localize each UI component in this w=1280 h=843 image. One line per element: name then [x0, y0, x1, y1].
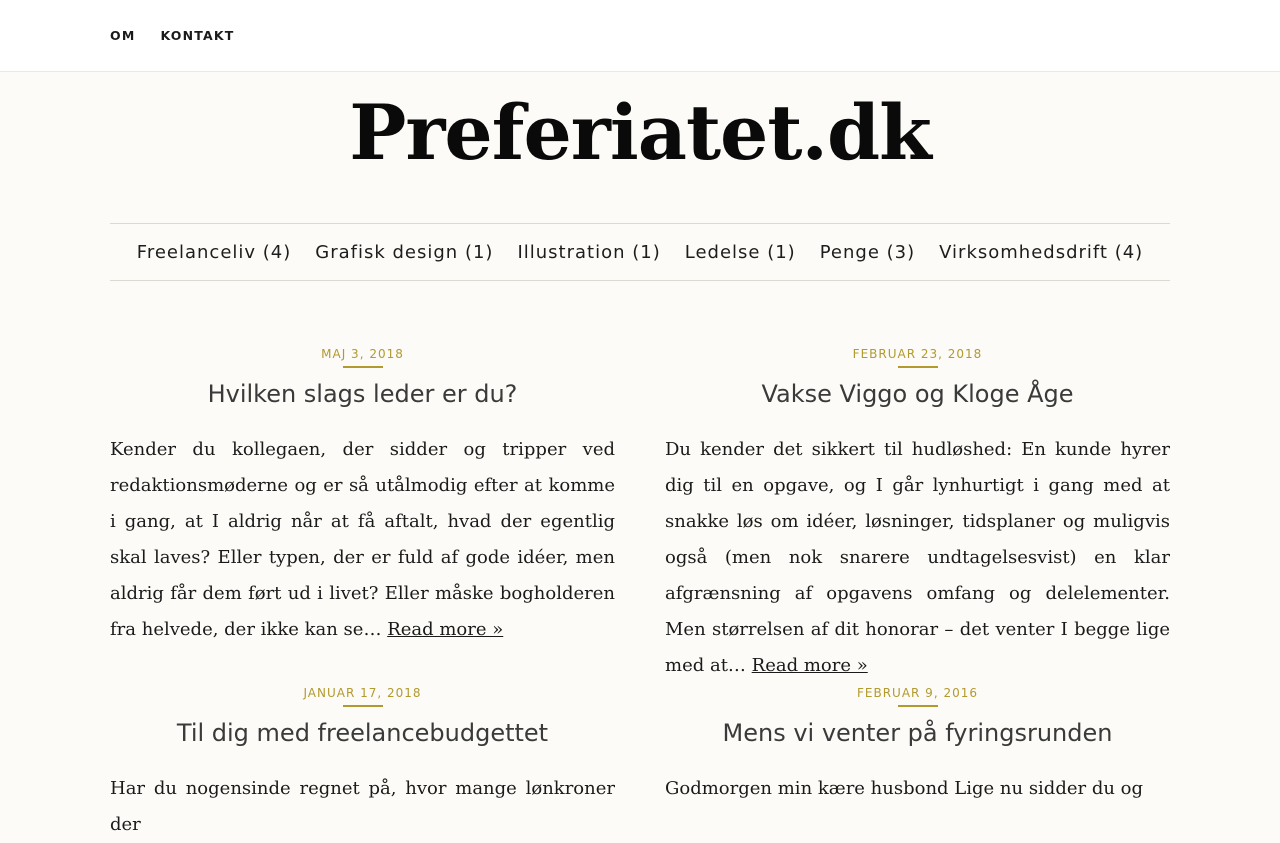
category-link-illustration[interactable]: Illustration (1) — [517, 241, 661, 263]
post-date[interactable]: FEBRUAR 9, 2016 — [856, 686, 978, 700]
category-link-ledelse[interactable]: Ledelse (1) — [684, 241, 796, 263]
post-date[interactable]: JANUAR 17, 2018 — [303, 686, 422, 700]
post-excerpt — [665, 432, 1170, 684]
post-card — [110, 682, 615, 843]
category-link-grafisk-design[interactable]: Grafisk design (1) — [315, 241, 494, 263]
category-nav — [110, 223, 1170, 281]
post-excerpt: Har du nogensinde regnet på, hvor mange lønkroner der — [110, 778, 615, 835]
top-nav-link-om[interactable]: OM — [110, 28, 136, 43]
post-card — [665, 343, 1170, 684]
post-title[interactable]: Mens vi venter på fyringsrunden — [722, 719, 1113, 747]
date-divider — [898, 366, 938, 368]
post-excerpt: Godmorgen min kære husbond Lige nu sidder du og — [665, 778, 1144, 799]
post-title[interactable]: Vakse Viggo og Kloge Åge — [761, 380, 1074, 408]
post-title[interactable]: Til dig med freelancebudgettet — [176, 719, 549, 747]
post-card — [665, 682, 1170, 807]
post-excerpt-text: Kender du kollegaen, der sidder og tripper ved redaktionsmøderne og er så utålmodig efter at komme i gang, at I aldrig når at få aftalt, hvad der egentlig skal laves? Eller typen, der er fuld af gode idéer, men aldrig får dem ført ud i livet? Eller måske bogholderen fra helvede, der ikke kan se… — [110, 439, 615, 640]
category-link-freelanceliv[interactable]: Freelanceliv (4) — [136, 241, 292, 263]
read-more-link[interactable]: Read more » — [751, 655, 868, 676]
top-bar — [0, 0, 1280, 72]
read-more-link[interactable]: Read more » — [387, 619, 504, 640]
category-link-virksomhedsdrift[interactable]: Virksomhedsdrift (4) — [939, 241, 1144, 263]
post-title[interactable]: Hvilken slags leder er du? — [207, 380, 518, 408]
post-card — [110, 343, 615, 648]
date-divider — [343, 705, 383, 707]
site-title[interactable]: Preferiatet.dk — [349, 88, 931, 177]
post-date[interactable]: MAJ 3, 2018 — [321, 347, 404, 361]
top-nav — [110, 28, 235, 43]
post-date[interactable]: FEBRUAR 23, 2018 — [852, 347, 983, 361]
post-excerpt — [110, 432, 615, 648]
post-excerpt-text: Du kender det sikkert til hudløshed: En kunde hyrer dig til en opgave, og I går lynhurtigt i gang med at snakke løs om idéer, løsninger, tidsplaner og muligvis også (men nok snarere undtagelsesvist) en klar afgrænsning af opgavens omfang og delelementer. Men størrelsen af dit honorar – det venter I begge lige med at… — [665, 439, 1170, 676]
date-divider — [898, 705, 938, 707]
top-nav-link-kontakt[interactable]: KONTAKT — [160, 28, 235, 43]
category-link-penge[interactable]: Penge (3) — [819, 241, 916, 263]
date-divider — [343, 366, 383, 368]
